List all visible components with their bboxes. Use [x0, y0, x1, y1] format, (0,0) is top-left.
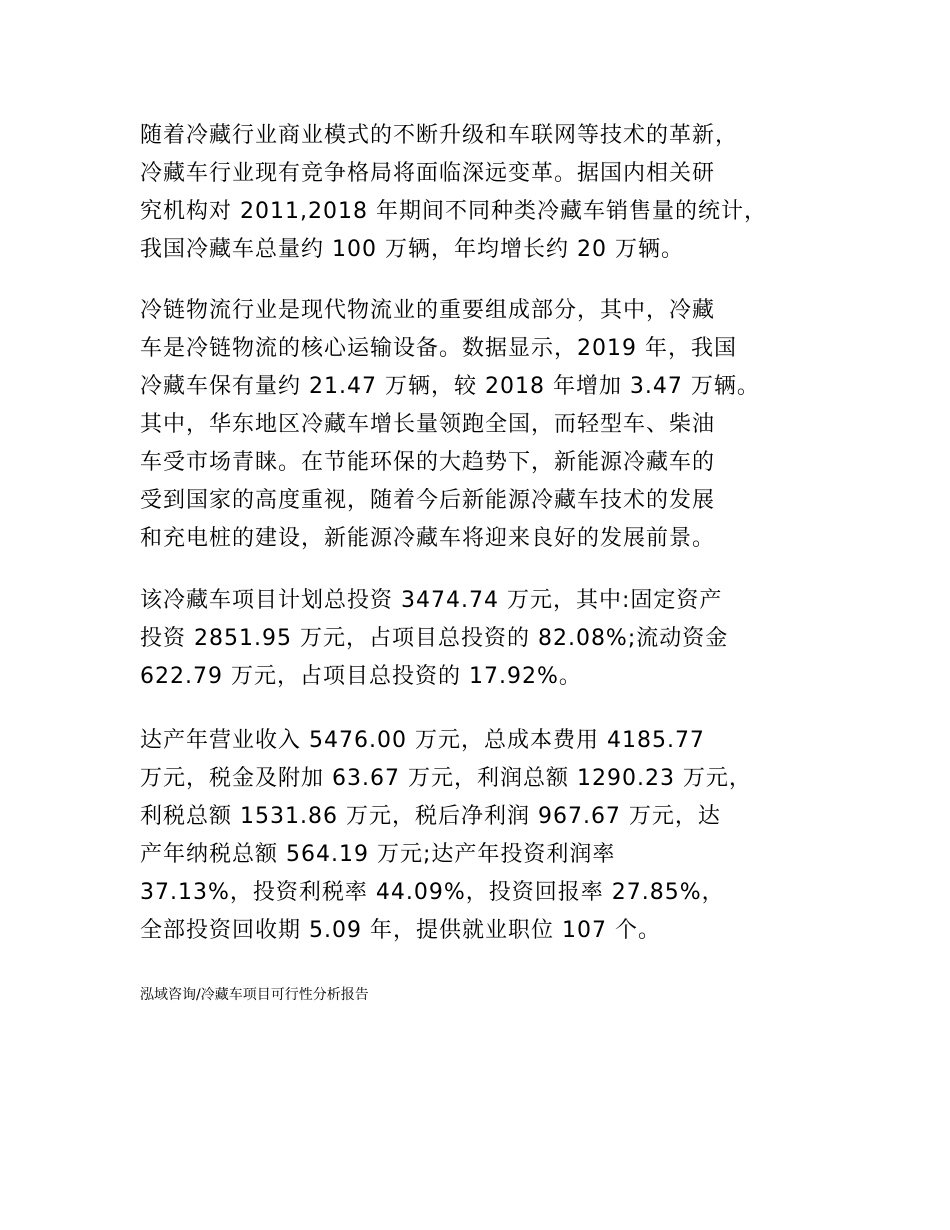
text-line: 冷藏车保有量约 21.47 万辆，较 2018 年增加 3.47 万辆。 — [140, 374, 760, 399]
text-line: 和充电桩的建设，新能源冷藏车将迎来良好的发展前景。 — [140, 526, 716, 551]
text-line: 我国冷藏车总量约 100 万辆，年均增长约 20 万辆。 — [140, 237, 684, 262]
paragraph-financials — [140, 722, 860, 950]
text-line: 全部投资回收期 5.09 年，提供就业职位 107 个。 — [140, 918, 661, 943]
text-line: 其中，华东地区冷藏车增长量领跑全国，而轻型车、柴油 — [140, 412, 716, 437]
text-line: 究机构对 2011,2018 年期间不同种类冷藏车销售量的统计， — [140, 199, 767, 224]
text-line: 产年纳税总额 564.19 万元;达产年投资利润率 — [140, 842, 616, 867]
text-line: 受到国家的高度重视，随着今后新能源冷藏车技术的发展 — [140, 488, 716, 513]
page-footer: 泓域咨询/冷藏车项目可行性分析报告 — [140, 987, 369, 1003]
text-line: 达产年营业收入 5476.00 万元，总成本费用 4185.77 — [140, 728, 705, 753]
text-line: 随着冷藏行业商业模式的不断升级和车联网等技术的革新， — [140, 123, 739, 148]
text-line: 622.79 万元，占项目总投资的 17.92%。 — [140, 664, 582, 689]
text-line: 冷链物流行业是现代物流业的重要组成部分，其中，冷藏 — [140, 298, 716, 323]
text-line: 冷藏车行业现有竞争格局将面临深远变革。据国内相关研 — [140, 161, 716, 186]
text-line: 该冷藏车项目计划总投资 3474.74 万元，其中:固定资产 — [140, 588, 723, 613]
text-line: 37.13%，投资利税率 44.09%，投资回报率 27.85%， — [140, 880, 725, 905]
text-line: 万元，税金及附加 63.67 万元，利润总额 1290.23 万元， — [140, 766, 752, 791]
text-line: 车受市场青睐。在节能环保的大趋势下，新能源冷藏车的 — [140, 450, 716, 475]
paragraph-investment — [140, 582, 860, 696]
text-line: 利税总额 1531.86 万元，税后净利润 967.67 万元，达 — [140, 804, 721, 829]
text-line: 车是冷链物流的核心运输设备。数据显示，2019 年，我国 — [140, 336, 737, 361]
paragraph-industry-trend — [140, 117, 860, 269]
text-line: 投资 2851.95 万元，占项目总投资的 82.08%;流动资金 — [140, 626, 729, 651]
paragraph-cold-chain — [140, 292, 860, 558]
